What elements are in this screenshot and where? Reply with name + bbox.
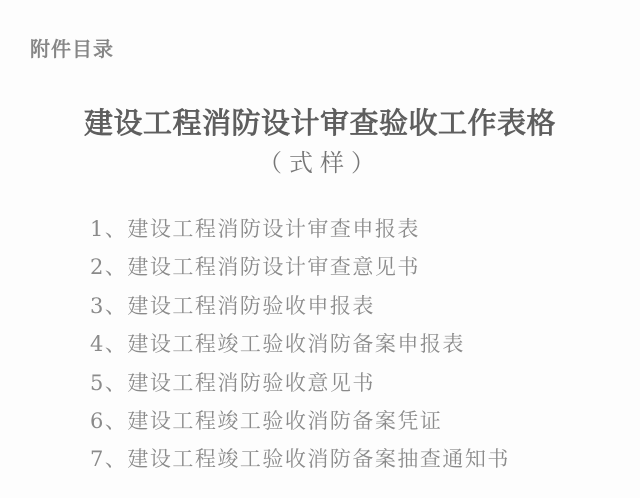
toc-item: 4、建设工程竣工验收消防备案申报表 (90, 332, 465, 357)
toc-item: 1、建设工程消防设计审查申报表 (90, 217, 420, 241)
toc-item: 5、建设工程消防验收意见书 (90, 370, 375, 395)
toc-item: 2、建设工程消防设计审查意见书 (90, 255, 420, 280)
toc-item: 3、建设工程消防验收申报表 (90, 293, 375, 318)
document-subtitle: （式样） (258, 149, 382, 177)
attachment-catalog-label: 附件目录 (30, 39, 114, 61)
document-title: 建设工程消防设计审查验收工作表格 (83, 106, 556, 140)
toc-list (90, 210, 510, 479)
toc-item: 6、建设工程竣工验收消防备案凭证 (90, 408, 443, 433)
toc-item: 7、建设工程竣工验收消防备案抽查通知书 (90, 447, 510, 472)
